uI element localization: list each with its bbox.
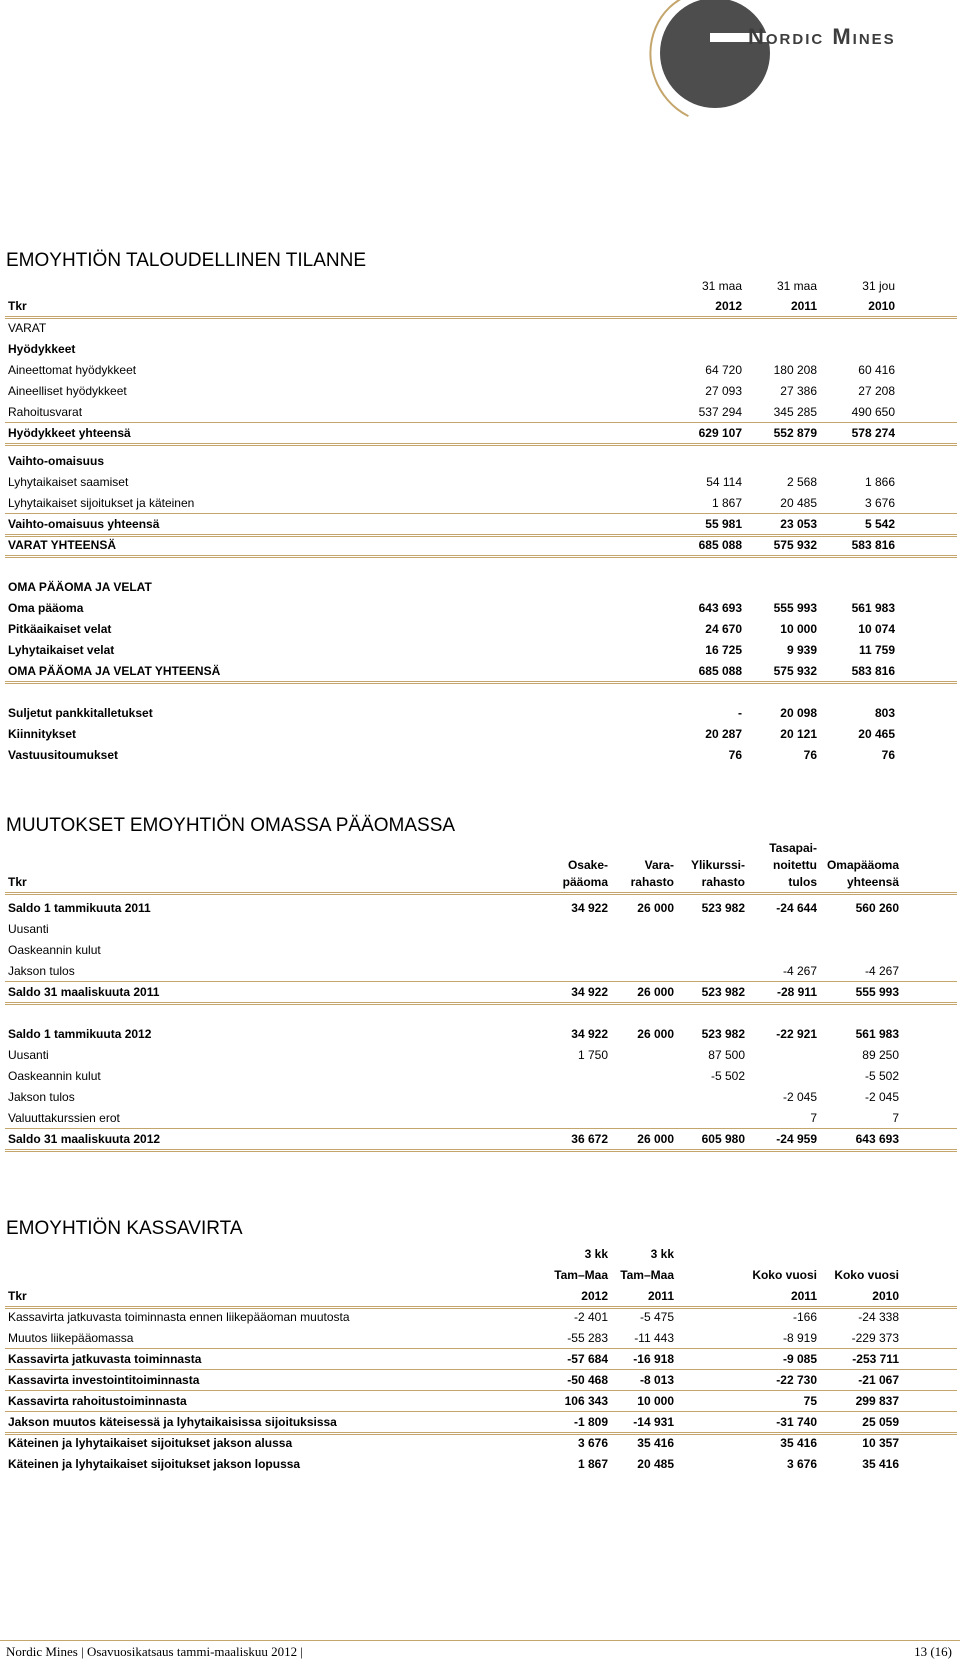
cell-value: 20 121 <box>780 727 817 741</box>
cell-value: 20 485 <box>780 496 817 510</box>
balance-row <box>5 514 957 537</box>
cell-value: -50 468 <box>567 1373 608 1387</box>
cashflow-row <box>5 1349 957 1370</box>
cell-value: Koko vuosi <box>834 1268 899 1282</box>
cell-value: 34 922 <box>571 1027 608 1041</box>
cell-value: 27 386 <box>780 384 817 398</box>
row-label: Muutos liikepääomassa <box>8 1331 134 1345</box>
cell-value: -57 684 <box>567 1352 608 1366</box>
row-label: Valuuttakurssien erot <box>8 1111 120 1125</box>
cashflow-header-period <box>5 1244 957 1264</box>
cell-value: 685 088 <box>698 664 742 678</box>
balance-row <box>5 535 957 558</box>
balance-row <box>5 640 957 660</box>
cell-value: 26 000 <box>637 1132 674 1146</box>
cell-value: 3 676 <box>786 1457 817 1471</box>
cashflow-row <box>5 1328 957 1349</box>
equity-title: MUUTOKSET EMOYHTIÖN OMASSA PÄÄOMASSA <box>6 815 456 836</box>
cell-value: 575 932 <box>773 538 817 552</box>
cell-value: 2012 <box>715 299 742 313</box>
cell-value: 26 000 <box>637 1027 674 1041</box>
cell-value: -24 959 <box>776 1132 817 1146</box>
cell-value: -2 045 <box>782 1090 817 1104</box>
balance-row <box>5 318 957 338</box>
cell-value: 629 107 <box>698 426 742 440</box>
header-label: Tkr <box>8 875 27 889</box>
row-label: Uusanti <box>8 1048 49 1062</box>
row-label: Saldo 31 maaliskuuta 2012 <box>8 1132 161 1146</box>
cell-value: 35 416 <box>637 1436 674 1450</box>
column-header: noitettu <box>773 858 817 872</box>
row-label: Käteinen ja lyhytaikaiset sijoitukset jakson alussa <box>8 1436 293 1450</box>
cell-value: -16 918 <box>633 1352 674 1366</box>
equity-row <box>5 898 957 918</box>
cell-value: -31 740 <box>776 1415 817 1429</box>
balance-title: EMOYHTIÖN TALOUDELLINEN TILANNE <box>6 250 367 271</box>
cell-value: 31 jou <box>862 279 895 293</box>
cell-value: 7 <box>892 1111 899 1125</box>
balance-row <box>5 360 957 380</box>
balance-row <box>5 577 957 597</box>
cell-value: 643 693 <box>855 1132 899 1146</box>
cell-value: 16 725 <box>705 643 742 657</box>
row-label: Suljetut pankkitalletukset <box>8 706 153 720</box>
cell-value: 36 672 <box>571 1132 608 1146</box>
cell-value: 10 074 <box>858 622 895 636</box>
cell-value: -5 475 <box>639 1310 674 1324</box>
cell-value: 685 088 <box>698 538 742 552</box>
cell-value: -253 711 <box>852 1352 899 1366</box>
cell-value: Tam–Maa <box>620 1268 674 1282</box>
row-label: Oaskeannin kulut <box>8 943 101 957</box>
footer-text: Nordic Mines | Osavuosikatsaus tammi-maaliskuu 2012 | <box>6 1644 303 1659</box>
row-label: VARAT <box>8 321 47 335</box>
cell-value: Koko vuosi <box>752 1268 817 1282</box>
cashflow-row <box>5 1412 957 1435</box>
cell-value: Tam–Maa <box>554 1268 608 1282</box>
cell-value: -4 267 <box>864 964 899 978</box>
cell-value: 55 981 <box>705 517 742 531</box>
cell-value: 27 093 <box>705 384 742 398</box>
cell-value: 20 485 <box>637 1457 674 1471</box>
equity-row <box>5 1129 957 1152</box>
cashflow-row <box>5 1454 957 1474</box>
cell-value: 2011 <box>790 1289 817 1303</box>
cell-value: 523 982 <box>701 985 745 999</box>
equity-row <box>5 1045 957 1065</box>
cell-value: 54 114 <box>706 475 742 489</box>
cell-value: -8 919 <box>782 1331 817 1345</box>
cell-value: 523 982 <box>701 901 745 915</box>
equity-row <box>5 940 957 960</box>
cell-value: 1 867 <box>711 496 742 510</box>
row-label: Hyödykkeet <box>8 342 76 356</box>
cell-value: 3 kk <box>650 1247 674 1261</box>
cell-value: 106 343 <box>564 1394 608 1408</box>
row-label: Vaihto-omaisuus <box>8 454 105 468</box>
cell-value: 490 650 <box>851 405 895 419</box>
row-label: Uusanti <box>8 922 49 936</box>
balance-row <box>5 381 957 401</box>
row-label: Rahoitusvarat <box>8 405 83 419</box>
cell-value: -14 931 <box>633 1415 674 1429</box>
balance-row <box>5 661 957 684</box>
balance-row <box>5 472 957 492</box>
company-logo <box>648 0 960 110</box>
row-label: Saldo 1 tammikuuta 2011 <box>8 901 151 915</box>
row-label: Kassavirta jatkuvasta toiminnasta <box>8 1352 202 1366</box>
cell-value: 583 816 <box>851 664 895 678</box>
row-label: Lyhytaikaiset sijoitukset ja käteinen <box>8 496 195 510</box>
cell-value: -21 067 <box>858 1373 899 1387</box>
cell-value: -2 401 <box>573 1310 608 1324</box>
row-label: Käteinen ja lyhytaikaiset sijoitukset jakson lopussa <box>8 1457 301 1471</box>
cell-value: 26 000 <box>637 985 674 999</box>
cashflow-row <box>5 1433 957 1453</box>
cell-value: 11 759 <box>858 643 895 657</box>
cell-value: 87 500 <box>708 1048 745 1062</box>
row-label: Vastuusitoumukset <box>8 748 119 762</box>
cell-value: 555 993 <box>773 601 817 615</box>
cell-value: 2012 <box>581 1289 608 1303</box>
column-header: yhteensä <box>846 875 899 889</box>
balance-row <box>5 598 957 618</box>
cell-value: 64 720 <box>705 363 742 377</box>
logo-text: Nordic Mines <box>748 24 896 49</box>
cell-value: 583 816 <box>851 538 895 552</box>
column-header: Omapääoma <box>826 858 899 872</box>
cell-value: 3 kk <box>584 1247 608 1261</box>
cell-value: -28 911 <box>776 985 817 999</box>
logo-circle <box>660 0 770 108</box>
balance-row <box>5 402 957 423</box>
cell-value: 24 670 <box>705 622 742 636</box>
row-label: Oaskeannin kulut <box>8 1069 101 1083</box>
balance-row <box>5 703 957 723</box>
cell-value: 605 980 <box>701 1132 745 1146</box>
balance-row <box>5 619 957 639</box>
cell-value: 60 416 <box>858 363 895 377</box>
cell-value: 31 maa <box>776 279 817 293</box>
cashflow-row <box>5 1307 957 1327</box>
cell-value: 35 416 <box>862 1457 899 1471</box>
row-label: Kassavirta investointitoiminnasta <box>8 1373 200 1387</box>
balance-row <box>5 423 957 446</box>
equity-row <box>5 1024 957 1044</box>
cell-value: -5 502 <box>710 1069 745 1083</box>
row-label: Lyhytaikaiset saamiset <box>8 475 129 489</box>
cell-value: 23 053 <box>780 517 817 531</box>
row-label: Saldo 31 maaliskuuta 2011 <box>8 985 160 999</box>
row-label: OMA PÄÄOMA JA VELAT YHTEENSÄ <box>8 664 221 678</box>
cell-value: 643 693 <box>698 601 742 615</box>
cell-value: 7 <box>810 1111 817 1125</box>
row-label: Aineelliset hyödykkeet <box>8 384 127 398</box>
row-label: Kassavirta jatkuvasta toiminnasta ennen liikepääoman muutosta <box>8 1310 350 1324</box>
cell-value: 76 <box>881 748 895 762</box>
balance-header-years <box>5 296 957 319</box>
cell-value: 31 maa <box>701 279 742 293</box>
row-label: Aineettomat hyödykkeet <box>8 363 137 377</box>
cell-value: 560 260 <box>855 901 899 915</box>
cell-value: 299 837 <box>855 1394 899 1408</box>
cell-value: 2011 <box>647 1289 674 1303</box>
cell-value: 20 287 <box>705 727 742 741</box>
cashflow-title: EMOYHTIÖN KASSAVIRTA <box>6 1218 243 1239</box>
cell-value: 25 059 <box>862 1415 899 1429</box>
cell-value: 3 676 <box>864 496 895 510</box>
equity-header <box>5 838 957 895</box>
row-label: Tkr <box>8 1289 27 1303</box>
cell-value: 27 208 <box>858 384 895 398</box>
cell-value: 555 993 <box>855 985 899 999</box>
equity-row <box>5 982 957 1005</box>
cell-value: 34 922 <box>571 985 608 999</box>
column-header: Tasapai- <box>769 841 817 855</box>
cell-value: -9 085 <box>782 1352 817 1366</box>
cashflow-header-range <box>5 1265 957 1285</box>
equity-row <box>5 919 957 939</box>
equity-row <box>5 961 957 982</box>
column-header: Osake- <box>567 858 608 872</box>
cell-value: -24 338 <box>858 1310 899 1324</box>
cell-value: -55 283 <box>567 1331 608 1345</box>
cell-value: 89 250 <box>862 1048 899 1062</box>
cell-value: 20 465 <box>858 727 895 741</box>
cell-value: -1 809 <box>573 1415 608 1429</box>
cell-value: -2 045 <box>864 1090 899 1104</box>
cell-value: 5 542 <box>864 517 895 531</box>
cell-value: -8 013 <box>639 1373 674 1387</box>
cell-value: 552 879 <box>773 426 817 440</box>
equity-row <box>5 1108 957 1129</box>
cell-value: -166 <box>792 1310 817 1324</box>
column-header: rahasto <box>630 875 674 889</box>
row-label: OMA PÄÄOMA JA VELAT <box>8 580 152 594</box>
cell-value: -5 502 <box>864 1069 899 1083</box>
cell-value: 561 983 <box>851 601 895 615</box>
row-label: Jakson tulos <box>8 964 75 978</box>
row-label: Jakson tulos <box>8 1090 75 1104</box>
cell-value: 26 000 <box>637 901 674 915</box>
equity-row <box>5 1066 957 1086</box>
cell-value: 20 098 <box>780 706 817 720</box>
column-header: rahasto <box>701 875 745 889</box>
cell-value: 2011 <box>790 299 817 313</box>
cell-value: 75 <box>803 1394 817 1408</box>
row-label: Vaihto-omaisuus yhteensä <box>8 517 160 531</box>
cell-value: 523 982 <box>701 1027 745 1041</box>
cashflow-row <box>5 1370 957 1391</box>
cell-value: 76 <box>728 748 742 762</box>
balance-row <box>5 339 957 359</box>
cell-value: 561 983 <box>855 1027 899 1041</box>
cell-value: 10 357 <box>862 1436 899 1450</box>
cell-value: -22 730 <box>776 1373 817 1387</box>
cell-value: 575 932 <box>773 664 817 678</box>
cell-value: 2010 <box>872 1289 899 1303</box>
cell-value: -4 267 <box>782 964 817 978</box>
cell-value: - <box>738 706 742 720</box>
cell-value: 76 <box>803 748 817 762</box>
cell-value: 10 000 <box>780 622 817 636</box>
balance-row <box>5 724 957 744</box>
balance-header-dates <box>5 276 957 296</box>
balance-row <box>5 451 957 471</box>
cell-value: 1 867 <box>577 1457 608 1471</box>
column-header: pääoma <box>562 875 608 889</box>
row-label: VARAT YHTEENSÄ <box>8 538 117 552</box>
cashflow-header-years <box>5 1286 957 1309</box>
cell-value: 578 274 <box>851 426 895 440</box>
row-label: Kiinnitykset <box>8 727 77 741</box>
balance-row <box>5 745 957 765</box>
equity-row <box>5 1087 957 1107</box>
cell-value: 180 208 <box>773 363 817 377</box>
row-label: Tkr <box>8 299 27 313</box>
row-label: Hyödykkeet yhteensä <box>8 426 131 440</box>
column-header: Ylikurssi- <box>690 858 745 872</box>
cell-value: 2010 <box>868 299 895 313</box>
cell-value: 803 <box>874 706 895 720</box>
row-label: Oma pääoma <box>8 601 84 615</box>
cashflow-row <box>5 1391 957 1412</box>
cell-value: 35 416 <box>780 1436 817 1450</box>
cell-value: 537 294 <box>698 405 742 419</box>
cell-value: 34 922 <box>571 901 608 915</box>
cell-value: -24 644 <box>776 901 817 915</box>
cell-value: 9 939 <box>786 643 817 657</box>
cell-value: 3 676 <box>577 1436 608 1450</box>
page-number: 13 (16) <box>914 1644 952 1659</box>
cell-value: 1 750 <box>577 1048 608 1062</box>
row-label: Kassavirta rahoitustoiminnasta <box>8 1394 187 1408</box>
cell-value: 1 866 <box>864 475 895 489</box>
balance-row <box>5 493 957 514</box>
row-label: Jakson muutos käteisessä ja lyhytaikaisissa sijoituksissa <box>8 1415 337 1429</box>
cell-value: -22 921 <box>776 1027 817 1041</box>
cell-value: -11 443 <box>634 1331 674 1345</box>
column-header: tulos <box>788 875 817 889</box>
column-header: Vara- <box>644 858 674 872</box>
cell-value: 345 285 <box>773 405 817 419</box>
row-label: Pitkäaikaiset velat <box>8 622 112 636</box>
page-footer <box>0 1640 960 1662</box>
cell-value: 2 568 <box>786 475 817 489</box>
row-label: Lyhytaikaiset velat <box>8 643 115 657</box>
cell-value: 10 000 <box>637 1394 674 1408</box>
cell-value: -229 373 <box>851 1331 899 1345</box>
row-label: Saldo 1 tammikuuta 2012 <box>8 1027 152 1041</box>
